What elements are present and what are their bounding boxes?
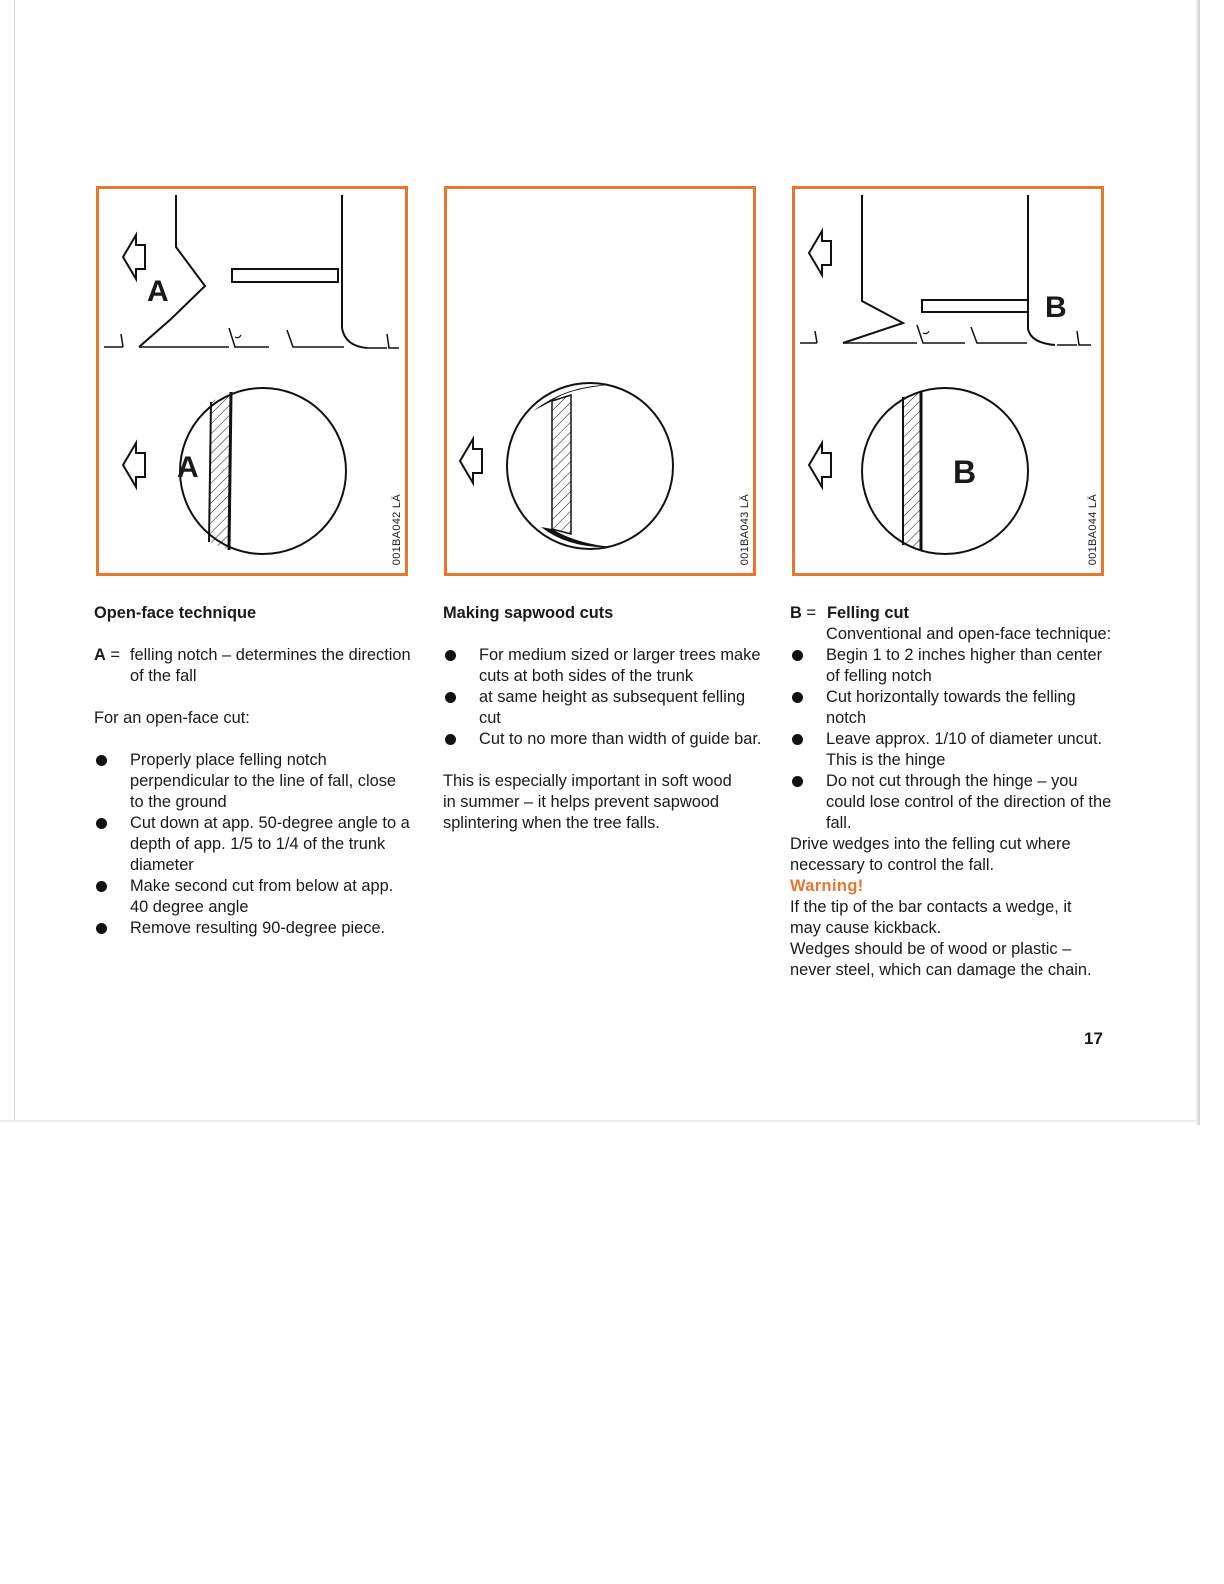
definition-key: B = bbox=[790, 604, 816, 622]
figure-label-b-bottom: B bbox=[953, 454, 977, 490]
list-item: For medium sized or larger trees make cuts at both sides of the trunk bbox=[443, 645, 763, 687]
sheet-edge-left bbox=[14, 0, 15, 1120]
sheet-edge-bottom bbox=[0, 1120, 1200, 1122]
definition-b bbox=[790, 603, 1115, 624]
bullet-list bbox=[790, 645, 1115, 834]
definition-a bbox=[94, 645, 414, 687]
column-felling-cut bbox=[790, 603, 1115, 981]
column-sapwood bbox=[443, 603, 763, 834]
section-heading: Felling cut bbox=[827, 604, 909, 622]
warning-text: If the tip of the bar contacts a wedge, it may cause kickback. bbox=[790, 898, 1072, 937]
figure-code: 001BA044 LÄ bbox=[1087, 493, 1099, 565]
wedges-instruction: Drive wedges into the felling cut where necessary to control the fall. bbox=[790, 835, 1071, 874]
figure-sapwood-cuts bbox=[444, 186, 756, 576]
figure-label-b-top: B bbox=[1045, 291, 1067, 324]
figure-felling-cut bbox=[792, 186, 1104, 576]
figure-felling-drawing bbox=[795, 189, 1101, 573]
figure-sapwood-drawing bbox=[447, 189, 753, 573]
list-item: Properly place felling notch perpendicular to the line of fall, close to the ground bbox=[94, 750, 414, 813]
list-item: Leave approx. 1/10 of diameter uncut. This is the hinge bbox=[790, 729, 1115, 771]
definition-key: A = bbox=[94, 646, 120, 664]
figure-open-face bbox=[96, 186, 408, 576]
list-item: Cut to no more than width of guide bar. bbox=[443, 729, 763, 750]
sheet-edge-right bbox=[1196, 0, 1200, 1125]
figure-label-a-bottom: A bbox=[177, 451, 199, 484]
list-item: Make second cut from below at app. 40 degree angle bbox=[94, 876, 414, 918]
section-heading: Making sapwood cuts bbox=[443, 604, 614, 622]
note-text: This is especially important in soft wood in summer – it helps prevent sapwood splintering when the tree falls. bbox=[443, 772, 732, 832]
bullet-list bbox=[94, 750, 414, 939]
figure-code: 001BA042 LÄ bbox=[391, 493, 403, 565]
bullet-list bbox=[443, 645, 763, 750]
warning-label: Warning! bbox=[790, 877, 864, 895]
wedges-material: Wedges should be of wood or plastic – never steel, which can damage the chain. bbox=[790, 940, 1092, 979]
page-number: 17 bbox=[1084, 1029, 1103, 1048]
column-open-face bbox=[94, 603, 414, 939]
figure-label-a-top: A bbox=[147, 275, 169, 308]
list-item: at same height as subsequent felling cut bbox=[443, 687, 763, 729]
list-item: Remove resulting 90-degree piece. bbox=[94, 918, 414, 939]
intro-text: For an open-face cut: bbox=[94, 709, 250, 727]
list-item: Cut horizontally towards the felling notch bbox=[790, 687, 1115, 729]
list-item: Begin 1 to 2 inches higher than center of felling notch bbox=[790, 645, 1115, 687]
section-heading: Open-face technique bbox=[94, 604, 257, 622]
definition-text: felling notch – determines the direction of the fall bbox=[130, 646, 411, 685]
subheading: Conventional and open-face technique: bbox=[826, 625, 1112, 643]
list-item: Do not cut through the hinge – you could lose control of the direction of the fall. bbox=[790, 771, 1115, 834]
figure-open-face-drawing bbox=[99, 189, 405, 573]
figure-code: 001BA043 LÄ bbox=[739, 493, 751, 565]
list-item: Cut down at app. 50-degree angle to a depth of app. 1/5 to 1/4 of the trunk diameter bbox=[94, 813, 414, 876]
